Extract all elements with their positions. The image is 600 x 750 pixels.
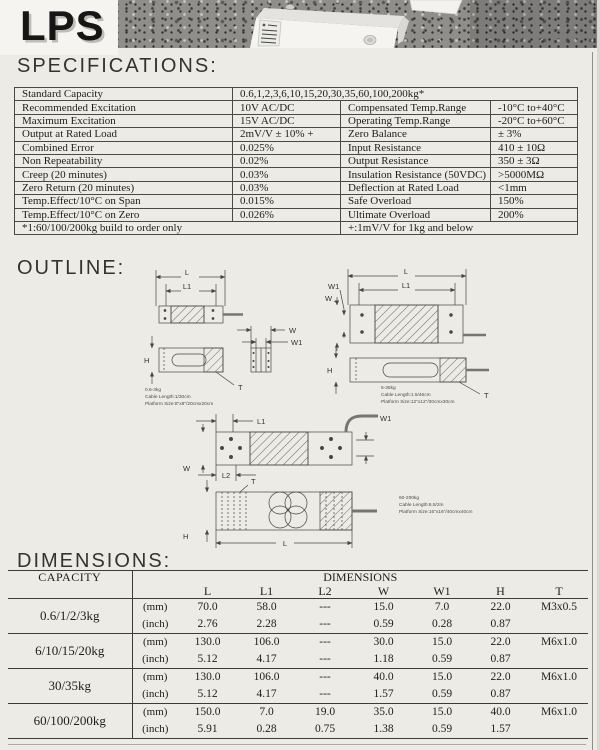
- dim-value-cell: 22.0: [471, 599, 530, 617]
- dim-value-cell: 0.87: [490, 618, 511, 631]
- dim-value-cell: 130.0: [178, 634, 237, 652]
- svg-text:L1: L1: [257, 417, 266, 426]
- dim-value-cell: [530, 651, 588, 669]
- capacity-cell: 6/10/15/20kg: [8, 634, 132, 669]
- spec-label-cell: Operating Temp.Range: [341, 114, 491, 127]
- dim-row-mm: [8, 599, 588, 617]
- col-header-h: H: [471, 584, 530, 599]
- thread-cell: M6x1.0: [530, 704, 588, 722]
- dim-value-cell: [530, 721, 588, 739]
- dim-value-cell: [530, 616, 588, 634]
- svg-text:L: L: [184, 268, 190, 277]
- dim-value-cell: 4.17: [256, 688, 277, 701]
- svg-text:W1: W1: [328, 282, 340, 291]
- spec-value-cell: 0.025%: [233, 141, 341, 154]
- dim-value-cell: ---: [319, 618, 331, 631]
- svg-text:Platform Size:12"x12"/30cmx30c: Platform Size:12"x12"/30cmx30cm: [381, 400, 455, 405]
- spec-footnote-left: *1:60/100/200kg build to order only: [15, 221, 341, 234]
- spec-value-cell: 410 ± 10Ω: [491, 141, 578, 154]
- svg-text:W: W: [325, 294, 333, 303]
- svg-text:H: H: [327, 366, 333, 375]
- dim-value-cell: 1.57: [490, 723, 511, 736]
- svg-text:W: W: [289, 326, 297, 335]
- spec-value-cell: 10V AC/DC: [233, 101, 341, 114]
- dim-value-cell: [530, 686, 588, 704]
- dim-value-cell: 0.87: [490, 688, 511, 701]
- svg-text:T: T: [484, 391, 489, 400]
- dim-value-cell: 15.0: [413, 634, 471, 652]
- thread-cell: M6x1.0: [530, 634, 588, 652]
- dimensions-table: [8, 570, 588, 739]
- dim-value-cell: 0.59: [373, 618, 394, 631]
- product-title: LPS: [20, 2, 105, 49]
- svg-text:W1: W1: [291, 338, 303, 347]
- spec-capacity-row: [15, 88, 578, 101]
- unit-cell: (mm): [132, 599, 178, 617]
- outline-drawings: [0, 264, 600, 554]
- dimensions-heading: DIMENSIONS:: [17, 550, 172, 572]
- dim-row-mm: [8, 704, 588, 722]
- dim-value-cell: 106.0: [237, 669, 296, 687]
- spec-value-cell: 2mV/V ± 10% +: [233, 128, 341, 141]
- dim-value-cell: 7.0: [237, 704, 296, 722]
- dim-value-cell: 0.75: [314, 723, 336, 736]
- dim-value-cell: 5.12: [197, 688, 218, 701]
- dim-value-cell: ---: [319, 653, 331, 666]
- spec-label-cell: Compensated Temp.Range: [341, 101, 491, 114]
- dim-value-cell: 1.18: [373, 653, 394, 666]
- dim-value-cell: ---: [296, 669, 354, 687]
- spec-value-cell: ± 3%: [491, 128, 578, 141]
- spec-value-cell: 0.03%: [233, 168, 341, 181]
- dim-value-cell: 15.0: [354, 599, 413, 617]
- unit-header-cell: [132, 584, 178, 599]
- spec-label-cell: Insulation Resistance (50VDC): [341, 168, 491, 181]
- dim-value-cell: ---: [296, 599, 354, 617]
- thread-cell: M3x0.5: [530, 599, 588, 617]
- spec-label-cell: Standard Capacity: [15, 88, 233, 101]
- svg-text:Cable Length:1.5/46cm: Cable Length:1.5/46cm: [381, 393, 431, 398]
- spec-label-cell: Non Repeatability: [15, 154, 233, 167]
- product-photo: [118, 0, 600, 48]
- col-header-t: T: [530, 584, 588, 599]
- col-header-l: L: [178, 584, 237, 599]
- specifications-table: [14, 87, 578, 235]
- unit-cell: (inch): [142, 722, 169, 735]
- spec-value-cell: 0.026%: [233, 208, 341, 221]
- outline-heading: OUTLINE:: [17, 257, 126, 279]
- specifications-heading: SPECIFICATIONS:: [17, 55, 218, 77]
- spec-label-cell: Safe Overload: [341, 195, 491, 208]
- dim-value-cell: 15.0: [413, 704, 471, 722]
- svg-text:Cable Length:1/30cm: Cable Length:1/30cm: [145, 395, 191, 400]
- logo-box: [0, 0, 118, 55]
- page-edge-line: [592, 52, 593, 750]
- capacity-header-cell: CAPACITY: [8, 571, 132, 599]
- spec-label-cell: Maximum Excitation: [15, 114, 233, 127]
- col-header-l1: L1: [237, 584, 296, 599]
- dim-value-cell: 130.0: [178, 669, 237, 687]
- svg-text:L: L: [403, 267, 409, 276]
- svg-text:L1: L1: [401, 281, 411, 290]
- dim-value-cell: 5.12: [197, 653, 218, 666]
- dim-value-cell: 1.57: [373, 688, 394, 701]
- spec-label-cell: Combined Error: [15, 141, 233, 154]
- spec-value-cell: 350 ± 3Ω: [491, 154, 578, 167]
- dim-value-cell: 0.59: [431, 688, 453, 701]
- dim-header-row: [8, 571, 588, 585]
- spec-label-cell: Creep (20 minutes): [15, 168, 233, 181]
- unit-cell: (inch): [142, 617, 169, 630]
- dim-value-cell: 40.0: [354, 669, 413, 687]
- spec-row: [15, 101, 578, 114]
- svg-text:W1: W1: [380, 414, 392, 423]
- dim-row-mm: [8, 669, 588, 687]
- spec-row: [15, 208, 578, 221]
- drawing-caption: 0.6-3kg: [145, 388, 161, 393]
- spec-value-cell: -10°C to+40°C: [491, 101, 578, 114]
- dim-value-cell: 5.91: [197, 723, 218, 736]
- spec-label-cell: Deflection at Rated Load: [341, 181, 491, 194]
- spec-label-cell: Temp.Effect/10°C on Span: [15, 195, 233, 208]
- svg-text:H: H: [144, 356, 150, 365]
- col-header-l2: L2: [296, 584, 354, 599]
- spec-label-cell: Zero Balance: [341, 128, 491, 141]
- outline-drawing-small: [144, 268, 302, 407]
- spec-row: [15, 181, 578, 194]
- spec-label-cell: Temp.Effect/10°C on Zero: [15, 208, 233, 221]
- dim-value-cell: 2.76: [197, 618, 218, 631]
- spec-row: [15, 141, 578, 154]
- dim-value-cell: 22.0: [471, 669, 530, 687]
- dimensions-header-cell: DIMENSIONS: [323, 570, 398, 585]
- outline-drawing-large: [183, 414, 473, 548]
- spec-row: [15, 168, 578, 181]
- spec-row: [15, 195, 578, 208]
- footer-rule: [8, 744, 586, 745]
- dim-value-cell: 35.0: [354, 704, 413, 722]
- dim-value-cell: 30.0: [354, 634, 413, 652]
- spec-footnote-row: [15, 221, 578, 234]
- unit-cell: (mm): [132, 704, 178, 722]
- svg-text:T: T: [251, 477, 256, 486]
- spec-value-cell: 0.015%: [233, 195, 341, 208]
- svg-text:Platform Size:16"x16"/40cmx40c: Platform Size:16"x16"/40cmx40cm: [399, 510, 473, 515]
- outline-drawing-medium: [325, 267, 489, 405]
- svg-text:Platform Size:8"x8"/20cmx20cm: Platform Size:8"x8"/20cmx20cm: [145, 402, 214, 407]
- capacity-cell: 30/35kg: [8, 669, 132, 704]
- spec-value-cell: 0.6,1,2,3,6,10,15,20,30,35,60,100,200kg*: [233, 88, 578, 101]
- spec-value-cell: >5000MΩ: [491, 168, 578, 181]
- svg-text:Cable Length:6.5/2m: Cable Length:6.5/2m: [399, 503, 444, 508]
- spec-value-cell: 15V AC/DC: [233, 114, 341, 127]
- spec-value-cell: 0.03%: [233, 181, 341, 194]
- dim-value-cell: 19.0: [296, 704, 354, 722]
- spec-label-cell: Zero Return (20 minutes): [15, 181, 233, 194]
- dim-value-cell: 0.87: [490, 653, 511, 666]
- spec-value-cell: 0.02%: [233, 154, 341, 167]
- drawing-caption: 6-35kg: [381, 386, 396, 391]
- capacity-cell: 0.6/1/2/3kg: [8, 599, 132, 634]
- dim-value-cell: 0.28: [431, 618, 453, 631]
- spec-label-cell: Output Resistance: [341, 154, 491, 167]
- dim-value-cell: 58.0: [237, 599, 296, 617]
- dim-value-cell: 7.0: [413, 599, 471, 617]
- svg-text:L1: L1: [182, 282, 192, 291]
- unit-cell: (mm): [132, 669, 178, 687]
- dim-value-cell: 0.59: [431, 653, 453, 666]
- spec-row: [15, 128, 578, 141]
- dim-value-cell: 40.0: [471, 704, 530, 722]
- spec-row: [15, 154, 578, 167]
- dim-value-cell: 1.38: [373, 723, 394, 736]
- svg-text:W: W: [183, 464, 191, 473]
- capacity-cell: 60/100/200kg: [8, 704, 132, 739]
- spec-label-cell: Input Resistance: [341, 141, 491, 154]
- svg-text:T: T: [238, 383, 243, 392]
- svg-text:H: H: [183, 532, 189, 541]
- dim-value-cell: 15.0: [413, 669, 471, 687]
- dim-value-cell: 150.0: [178, 704, 237, 722]
- dim-row-mm: [8, 634, 588, 652]
- dim-value-cell: 106.0: [237, 634, 296, 652]
- spec-row: [15, 114, 578, 127]
- spec-value-cell: -20°C to+60°C: [491, 114, 578, 127]
- dim-value-cell: 4.17: [256, 653, 277, 666]
- dim-value-cell: 0.28: [256, 723, 277, 736]
- col-header-w: W: [354, 584, 413, 599]
- dim-value-cell: 70.0: [178, 599, 237, 617]
- unit-cell: (inch): [142, 652, 169, 665]
- col-header-w1: W1: [413, 584, 471, 599]
- dim-value-cell: 0.59: [431, 723, 453, 736]
- drawing-caption: 60-200kg: [399, 496, 420, 501]
- spec-value-cell: 150%: [491, 195, 578, 208]
- unit-cell: (inch): [142, 687, 169, 700]
- svg-text:L2: L2: [221, 471, 231, 480]
- dim-value-cell: 2.28: [256, 618, 277, 631]
- spec-label-cell: Recommended Excitation: [15, 101, 233, 114]
- dim-value-cell: ---: [319, 688, 331, 701]
- spec-value-cell: 200%: [491, 208, 578, 221]
- svg-text:L: L: [282, 539, 288, 548]
- spec-value-cell: <1mm: [491, 181, 578, 194]
- spec-footnote-right: +:1mV/V for 1kg and below: [341, 221, 578, 234]
- dim-value-cell: 22.0: [471, 634, 530, 652]
- spec-label-cell: Output at Rated Load: [15, 128, 233, 141]
- spec-label-cell: Ultimate Overload: [341, 208, 491, 221]
- unit-cell: (mm): [132, 634, 178, 652]
- thread-cell: M6x1.0: [530, 669, 588, 687]
- load-cell-photo-overlay: [118, 0, 600, 48]
- dim-value-cell: ---: [296, 634, 354, 652]
